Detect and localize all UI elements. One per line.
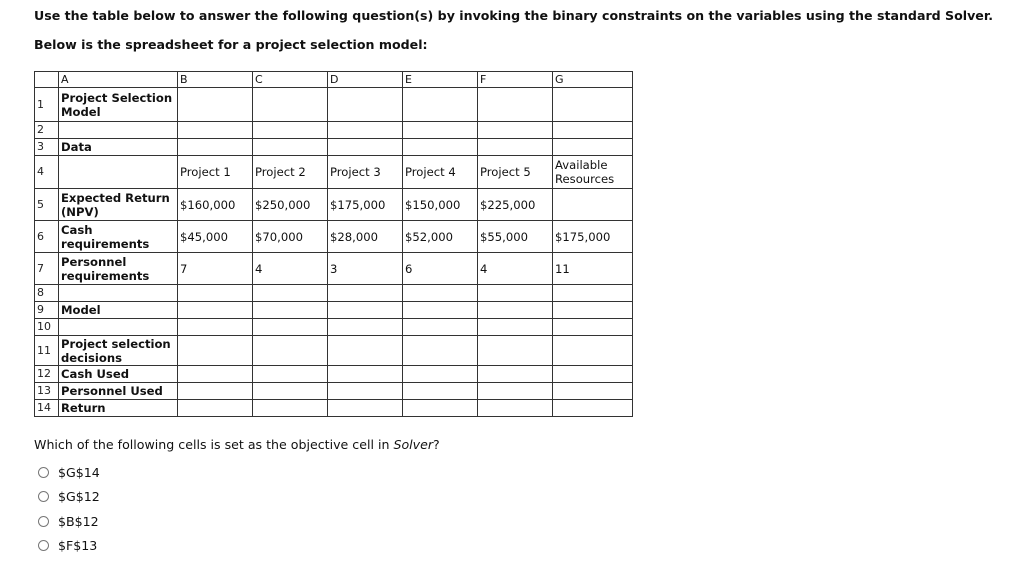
- answer-option-2[interactable]: [38, 485, 100, 510]
- table-row: [35, 253, 633, 285]
- cell-d3: [328, 139, 403, 156]
- table-row: [35, 302, 633, 319]
- cell-a7: Personnel requirements: [59, 253, 178, 285]
- cell-f14: [478, 400, 553, 417]
- cell-b4: Project 1: [178, 156, 253, 189]
- cell-c9: [253, 302, 328, 319]
- cell-b6: $45,000: [178, 221, 253, 253]
- cell-e13: [403, 383, 478, 400]
- cell-e2: [403, 122, 478, 139]
- cell-d13: [328, 383, 403, 400]
- cell-a10: [59, 319, 178, 336]
- table-row: [35, 400, 633, 417]
- cell-b5: $160,000: [178, 189, 253, 221]
- row-number: 7: [35, 253, 59, 285]
- cell-e11: [403, 336, 478, 366]
- option-label: $F$13: [58, 538, 98, 554]
- row-number: 13: [35, 383, 59, 400]
- cell-b12: [178, 366, 253, 383]
- row-number: 9: [35, 302, 59, 319]
- cell-e8: [403, 285, 478, 302]
- cell-a1: Project Selection Model: [59, 88, 178, 122]
- col-letter-a: A: [59, 72, 178, 88]
- cell-b10: [178, 319, 253, 336]
- cell-a3: Data: [59, 139, 178, 156]
- cell-e6: $52,000: [403, 221, 478, 253]
- table-row: [35, 88, 633, 122]
- cell-a4: [59, 156, 178, 189]
- question-text-end: ?: [433, 437, 440, 452]
- cell-b7: 7: [178, 253, 253, 285]
- cell-d12: [328, 366, 403, 383]
- question-text-solver: Solver: [393, 437, 434, 452]
- question-text-main: Which of the following cells is set as the objective cell in: [34, 437, 394, 452]
- cell-b11: [178, 336, 253, 366]
- cell-e7: 6: [403, 253, 478, 285]
- cell-f4: Project 5: [478, 156, 553, 189]
- cell-c14: [253, 400, 328, 417]
- row-number: 3: [35, 139, 59, 156]
- radio-button[interactable]: [38, 516, 49, 527]
- cell-d10: [328, 319, 403, 336]
- table-row: [35, 285, 633, 302]
- row-number: 6: [35, 221, 59, 253]
- cell-g6: $175,000: [553, 221, 633, 253]
- cell-g5: [553, 189, 633, 221]
- table-row: [35, 189, 633, 221]
- answer-option-3[interactable]: [38, 509, 100, 534]
- cell-g11: [553, 336, 633, 366]
- cell-c8: [253, 285, 328, 302]
- cell-a12: Cash Used: [59, 366, 178, 383]
- cell-b2: [178, 122, 253, 139]
- cell-g10: [553, 319, 633, 336]
- cell-c6: $70,000: [253, 221, 328, 253]
- cell-e3: [403, 139, 478, 156]
- table-row: [35, 383, 633, 400]
- column-header-row: [35, 72, 633, 88]
- col-letter-c: C: [253, 72, 328, 88]
- cell-a14: Return: [59, 400, 178, 417]
- cell-d7: 3: [328, 253, 403, 285]
- cell-f8: [478, 285, 553, 302]
- cell-d5: $175,000: [328, 189, 403, 221]
- spreadsheet-table: [34, 71, 633, 417]
- option-label: $B$12: [58, 513, 99, 529]
- cell-b1: [178, 88, 253, 122]
- cell-c1: [253, 88, 328, 122]
- cell-c7: 4: [253, 253, 328, 285]
- row-number: 11: [35, 336, 59, 366]
- row-number: 14: [35, 400, 59, 417]
- cell-c10: [253, 319, 328, 336]
- cell-f7: 4: [478, 253, 553, 285]
- cell-c5: $250,000: [253, 189, 328, 221]
- row-number: 12: [35, 366, 59, 383]
- table-row: [35, 319, 633, 336]
- cell-a13: Personnel Used: [59, 383, 178, 400]
- cell-d11: [328, 336, 403, 366]
- cell-g8: [553, 285, 633, 302]
- cell-d6: $28,000: [328, 221, 403, 253]
- question-text: [34, 437, 440, 452]
- table-row: [35, 366, 633, 383]
- cell-b13: [178, 383, 253, 400]
- cell-g14: [553, 400, 633, 417]
- cell-f13: [478, 383, 553, 400]
- col-letter-f: F: [478, 72, 553, 88]
- answer-option-4[interactable]: [38, 534, 100, 559]
- col-letter-b: B: [178, 72, 253, 88]
- cell-f1: [478, 88, 553, 122]
- cell-a11: Project selection decisions: [59, 336, 178, 366]
- cell-a9: Model: [59, 302, 178, 319]
- option-label: $G$14: [58, 464, 100, 480]
- row-number: 2: [35, 122, 59, 139]
- table-row: [35, 139, 633, 156]
- row-number: 10: [35, 319, 59, 336]
- cell-b3: [178, 139, 253, 156]
- cell-f2: [478, 122, 553, 139]
- cell-e1: [403, 88, 478, 122]
- cell-f11: [478, 336, 553, 366]
- cell-e10: [403, 319, 478, 336]
- cell-c2: [253, 122, 328, 139]
- cell-f10: [478, 319, 553, 336]
- cell-d1: [328, 88, 403, 122]
- sheet-intro-text: Below is the spreadsheet for a project selection model:: [34, 37, 428, 52]
- radio-button[interactable]: [38, 467, 49, 478]
- cell-f3: [478, 139, 553, 156]
- cell-f12: [478, 366, 553, 383]
- radio-button[interactable]: [38, 540, 49, 551]
- cell-g7: 11: [553, 253, 633, 285]
- cell-g2: [553, 122, 633, 139]
- col-letter-g: G: [553, 72, 633, 88]
- radio-button[interactable]: [38, 491, 49, 502]
- cell-f5: $225,000: [478, 189, 553, 221]
- answer-option-1[interactable]: [38, 460, 100, 485]
- answer-options: [38, 460, 100, 558]
- cell-d4: Project 3: [328, 156, 403, 189]
- row-number: 8: [35, 285, 59, 302]
- table-row: [35, 336, 633, 366]
- cell-b14: [178, 400, 253, 417]
- cell-b8: [178, 285, 253, 302]
- cell-e9: [403, 302, 478, 319]
- cell-e14: [403, 400, 478, 417]
- row-number: 1: [35, 88, 59, 122]
- cell-c12: [253, 366, 328, 383]
- cell-a6: Cash requirements: [59, 221, 178, 253]
- cell-d2: [328, 122, 403, 139]
- cell-d9: [328, 302, 403, 319]
- cell-c13: [253, 383, 328, 400]
- table-row: [35, 122, 633, 139]
- cell-d14: [328, 400, 403, 417]
- cell-e5: $150,000: [403, 189, 478, 221]
- cell-g1: [553, 88, 633, 122]
- cell-g12: [553, 366, 633, 383]
- cell-f9: [478, 302, 553, 319]
- cell-a5: Expected Return (NPV): [59, 189, 178, 221]
- cell-g3: [553, 139, 633, 156]
- cell-c4: Project 2: [253, 156, 328, 189]
- corner-cell: [35, 72, 59, 88]
- col-letter-e: E: [403, 72, 478, 88]
- cell-d8: [328, 285, 403, 302]
- cell-a2: [59, 122, 178, 139]
- cell-c11: [253, 336, 328, 366]
- col-letter-d: D: [328, 72, 403, 88]
- cell-b9: [178, 302, 253, 319]
- cell-g9: [553, 302, 633, 319]
- row-number: 4: [35, 156, 59, 189]
- cell-c3: [253, 139, 328, 156]
- instruction-text: Use the table below to answer the following question(s) by invoking the binary constraints on the variables using the standard Solver.: [34, 8, 994, 23]
- cell-g13: [553, 383, 633, 400]
- row-number: 5: [35, 189, 59, 221]
- cell-g4: Available Resources: [553, 156, 633, 189]
- cell-a8: [59, 285, 178, 302]
- table-row: [35, 221, 633, 253]
- cell-e4: Project 4: [403, 156, 478, 189]
- option-label: $G$12: [58, 489, 100, 505]
- table-row: [35, 156, 633, 189]
- cell-e12: [403, 366, 478, 383]
- cell-f6: $55,000: [478, 221, 553, 253]
